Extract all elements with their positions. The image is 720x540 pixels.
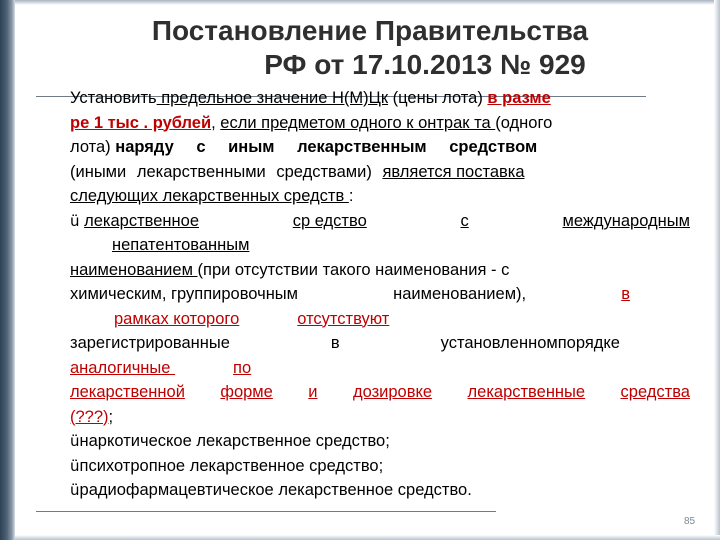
text-segment: лекарственные: [467, 383, 586, 401]
text-segment: средства: [620, 383, 690, 401]
text-segment: :: [348, 187, 354, 205]
title-line-2: РФ от 17.10.2013 № 929: [264, 49, 586, 80]
checkmark-icon: ü: [70, 481, 80, 499]
body-line-8: [70, 258, 690, 283]
text-segment: установленномпорядке: [440, 334, 620, 352]
slide-body: [70, 86, 690, 503]
checkmark-icon: ü: [70, 456, 80, 475]
body-line-3: [70, 135, 690, 160]
list-item: радиофармацевтическое лекарственное средство.: [79, 481, 472, 499]
text-segment: ,: [211, 113, 221, 132]
body-line-13: [70, 380, 690, 405]
text-segment: зарегистрированные: [70, 334, 230, 352]
text-segment: и: [308, 383, 318, 401]
body-line-4: [70, 160, 690, 185]
text-segment: международным: [562, 211, 690, 230]
text-segment: отсутствуют: [297, 309, 390, 328]
body-line-10: [70, 307, 690, 332]
body-line-5: [70, 184, 690, 209]
text-segment: (одного: [495, 113, 553, 132]
text-segment: лота): [70, 138, 116, 156]
bottom-edge-shadow: [15, 535, 720, 540]
text-segment: рамках которого: [114, 309, 240, 328]
text-segment: ;: [108, 407, 114, 426]
text-segment: является поставка: [382, 162, 525, 181]
slide-title: [60, 14, 680, 82]
checkmark-icon: ü: [70, 432, 80, 450]
text-segment: если предметом одного к онтрак та: [220, 113, 496, 132]
list-item: наркотическое лекарственное средство;: [79, 432, 390, 450]
body-line-15: [70, 429, 690, 454]
list-item: психотропное лекарственное средство;: [79, 456, 384, 475]
text-segment: лекарственной: [70, 383, 185, 401]
text-segment: Установить: [70, 89, 157, 107]
right-edge-shadow: [714, 0, 720, 540]
text-segment: ср едство: [292, 211, 367, 230]
body-line-16: [70, 454, 690, 479]
text-segment: предельное значение Н(М)Цк: [156, 89, 389, 107]
text-segment: с: [460, 211, 469, 230]
body-line-2: [70, 111, 690, 136]
body-line-1: [70, 86, 690, 111]
title-line-1: Постановление Правительства: [151, 15, 589, 46]
bottom-divider: [36, 511, 496, 512]
text-segment: ре 1 тыс . рублей: [70, 113, 212, 132]
text-segment: (цены лота): [388, 89, 488, 107]
body-line-9: [70, 282, 690, 307]
page-number: 85: [684, 516, 696, 527]
text-segment: в разме: [487, 89, 551, 107]
text-segment: форме: [220, 383, 273, 401]
text-segment: наименованием: [70, 260, 198, 279]
text-segment: (при отсутствии такого наименования - с: [197, 260, 510, 279]
text-segment: наименованием),: [393, 285, 527, 303]
text-segment: аналогичные: [70, 358, 176, 377]
text-segment: следующих лекарственных средств: [70, 187, 349, 205]
text-segment: (???): [70, 407, 109, 426]
text-segment: лекарственное: [84, 211, 199, 230]
body-line-14: [70, 405, 690, 430]
text-segment: в: [621, 285, 630, 303]
text-segment: по: [233, 358, 252, 377]
text-segment: непатентованным: [112, 236, 250, 254]
text-segment: (иными лекарственными средствами): [70, 162, 383, 181]
top-edge-shadow: [15, 0, 720, 5]
body-line-12: [70, 356, 690, 381]
body-line-11: [70, 331, 690, 356]
text-segment: дозировке: [352, 383, 433, 401]
body-line-7: [70, 233, 690, 258]
body-line-17: [70, 478, 690, 503]
checkmark-icon: ü: [70, 211, 80, 230]
left-decor-bar: [0, 0, 15, 540]
body-line-6: [70, 209, 690, 234]
text-segment: в: [330, 334, 340, 352]
text-segment: наряду с иным лекарственным средством: [115, 138, 538, 156]
text-segment: химическим, группировочным: [70, 285, 299, 303]
